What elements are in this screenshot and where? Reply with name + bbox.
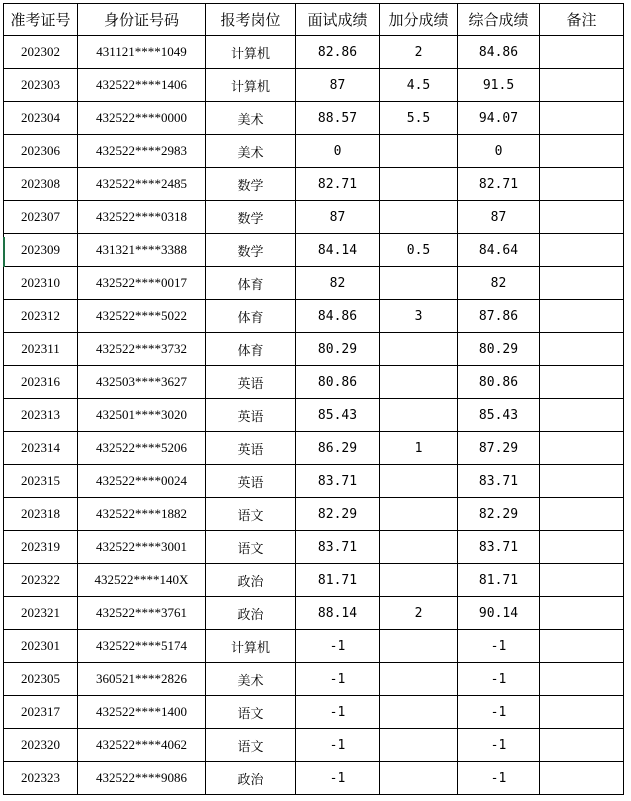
note-cell[interactable] — [540, 498, 624, 531]
id-card-cell[interactable]: 432522****4062 — [78, 729, 206, 762]
bonus-score-cell[interactable] — [380, 729, 458, 762]
table-row — [4, 333, 624, 366]
note-cell[interactable] — [540, 762, 624, 795]
total-score-cell[interactable]: 90.14 — [458, 597, 540, 630]
post-cell[interactable]: 语文 — [206, 729, 296, 762]
interview-score-cell[interactable]: -1 — [296, 663, 380, 696]
exam-id-cell[interactable]: 202301 — [4, 630, 78, 663]
bonus-score-cell[interactable] — [380, 696, 458, 729]
interview-score-cell[interactable]: -1 — [296, 762, 380, 795]
table-row — [4, 201, 624, 234]
bonus-score-cell[interactable] — [380, 564, 458, 597]
interview-score-cell[interactable]: 83.71 — [296, 465, 380, 498]
bonus-score-cell[interactable] — [380, 399, 458, 432]
table-row — [4, 762, 624, 795]
interview-score-cell[interactable]: 84.86 — [296, 300, 380, 333]
bonus-score-cell[interactable] — [380, 201, 458, 234]
id-card-cell[interactable]: 432503****3627 — [78, 366, 206, 399]
post-cell[interactable]: 计算机 — [206, 36, 296, 69]
note-cell[interactable] — [540, 696, 624, 729]
id-card-cell[interactable]: 432522****0024 — [78, 465, 206, 498]
bonus-score-cell[interactable]: 2 — [380, 597, 458, 630]
total-score-cell[interactable]: 82.71 — [458, 168, 540, 201]
header-row — [4, 4, 624, 36]
id-card-cell[interactable]: 360521****2826 — [78, 663, 206, 696]
id-card-cell[interactable]: 432522****2983 — [78, 135, 206, 168]
post-cell[interactable]: 数学 — [206, 234, 296, 267]
interview-score-cell[interactable]: 0 — [296, 135, 380, 168]
id-card-cell[interactable]: 431321****3388 — [78, 234, 206, 267]
bottom-strip — [0, 795, 631, 801]
id-card-cell[interactable]: 432501****3020 — [78, 399, 206, 432]
id-card-cell[interactable]: 431121****1049 — [78, 36, 206, 69]
interview-score-cell[interactable]: -1 — [296, 630, 380, 663]
bonus-score-cell[interactable] — [380, 465, 458, 498]
exam-id-cell[interactable]: 202319 — [4, 531, 78, 564]
note-cell[interactable] — [540, 630, 624, 663]
table-row — [4, 597, 624, 630]
total-score-cell[interactable]: -1 — [458, 663, 540, 696]
exam-id-cell[interactable]: 202315 — [4, 465, 78, 498]
table-row — [4, 696, 624, 729]
post-cell[interactable]: 体育 — [206, 300, 296, 333]
id-card-cell[interactable]: 432522****3761 — [78, 597, 206, 630]
post-cell[interactable]: 英语 — [206, 366, 296, 399]
post-cell[interactable]: 语文 — [206, 531, 296, 564]
exam-id-cell[interactable]: 202308 — [4, 168, 78, 201]
post-cell[interactable]: 数学 — [206, 168, 296, 201]
active-cell-marker — [3, 237, 5, 267]
note-cell[interactable] — [540, 366, 624, 399]
id-card-cell[interactable]: 432522****140X — [78, 564, 206, 597]
interview-score-cell[interactable]: 87 — [296, 69, 380, 102]
bonus-score-cell[interactable] — [380, 267, 458, 300]
post-cell[interactable]: 语文 — [206, 498, 296, 531]
table-row — [4, 498, 624, 531]
note-cell[interactable] — [540, 399, 624, 432]
interview-score-cell[interactable]: 80.86 — [296, 366, 380, 399]
note-cell[interactable] — [540, 102, 624, 135]
total-score-cell[interactable]: -1 — [458, 696, 540, 729]
table-row — [4, 69, 624, 102]
interview-score-cell[interactable]: 80.29 — [296, 333, 380, 366]
interview-score-cell[interactable]: 86.29 — [296, 432, 380, 465]
total-score-cell[interactable]: 84.64 — [458, 234, 540, 267]
note-cell[interactable] — [540, 432, 624, 465]
note-cell[interactable] — [540, 135, 624, 168]
total-score-cell[interactable]: 83.71 — [458, 465, 540, 498]
bonus-score-cell[interactable] — [380, 135, 458, 168]
post-cell[interactable]: 计算机 — [206, 630, 296, 663]
table-row — [4, 102, 624, 135]
exam-id-cell[interactable]: 202313 — [4, 399, 78, 432]
post-cell[interactable]: 体育 — [206, 333, 296, 366]
table-row — [4, 234, 624, 267]
post-cell[interactable]: 体育 — [206, 267, 296, 300]
total-score-cell[interactable]: 94.07 — [458, 102, 540, 135]
table-row — [4, 366, 624, 399]
total-score-cell[interactable]: -1 — [458, 729, 540, 762]
total-score-cell[interactable]: 82 — [458, 267, 540, 300]
total-score-cell[interactable]: 83.71 — [458, 531, 540, 564]
note-cell[interactable] — [540, 201, 624, 234]
note-cell[interactable] — [540, 234, 624, 267]
post-cell[interactable]: 政治 — [206, 597, 296, 630]
note-cell[interactable] — [540, 597, 624, 630]
total-score-cell[interactable]: 87 — [458, 201, 540, 234]
id-card-cell[interactable]: 432522****1406 — [78, 69, 206, 102]
note-cell[interactable] — [540, 564, 624, 597]
post-cell[interactable]: 数学 — [206, 201, 296, 234]
exam-id-cell[interactable]: 202307 — [4, 201, 78, 234]
id-card-cell[interactable]: 432522****3732 — [78, 333, 206, 366]
post-cell[interactable]: 美术 — [206, 135, 296, 168]
exam-id-cell[interactable]: 202322 — [4, 564, 78, 597]
post-cell[interactable]: 英语 — [206, 465, 296, 498]
bonus-score-cell[interactable]: 3 — [380, 300, 458, 333]
note-cell[interactable] — [540, 729, 624, 762]
exam-id-cell[interactable]: 202303 — [4, 69, 78, 102]
bonus-score-cell[interactable] — [380, 498, 458, 531]
total-score-cell[interactable]: 87.86 — [458, 300, 540, 333]
bonus-score-cell[interactable] — [380, 366, 458, 399]
post-cell[interactable]: 英语 — [206, 399, 296, 432]
total-score-cell[interactable]: 91.5 — [458, 69, 540, 102]
id-card-cell[interactable]: 432522****9086 — [78, 762, 206, 795]
exam-id-cell[interactable]: 202323 — [4, 762, 78, 795]
total-score-cell[interactable]: 87.29 — [458, 432, 540, 465]
id-card-cell[interactable]: 432522****3001 — [78, 531, 206, 564]
post-cell[interactable]: 美术 — [206, 102, 296, 135]
total-score-cell[interactable]: 82.29 — [458, 498, 540, 531]
header-cell-interview[interactable]: 面试成绩 — [296, 4, 380, 36]
header-cell-post[interactable]: 报考岗位 — [206, 4, 296, 36]
table-row — [4, 432, 624, 465]
bonus-score-cell[interactable]: 4.5 — [380, 69, 458, 102]
interview-score-cell[interactable]: 82.71 — [296, 168, 380, 201]
interview-score-cell[interactable]: 87 — [296, 201, 380, 234]
note-cell[interactable] — [540, 531, 624, 564]
post-cell[interactable]: 计算机 — [206, 69, 296, 102]
table-row — [4, 663, 624, 696]
total-score-cell[interactable]: -1 — [458, 762, 540, 795]
note-cell[interactable] — [540, 168, 624, 201]
table-row — [4, 399, 624, 432]
table-row — [4, 729, 624, 762]
id-card-cell[interactable]: 432522****5206 — [78, 432, 206, 465]
bonus-score-cell[interactable]: 0.5 — [380, 234, 458, 267]
exam-id-cell[interactable]: 202318 — [4, 498, 78, 531]
exam-id-cell[interactable]: 202320 — [4, 729, 78, 762]
note-cell[interactable] — [540, 36, 624, 69]
post-cell[interactable]: 政治 — [206, 564, 296, 597]
table-row — [4, 300, 624, 333]
total-score-cell[interactable]: -1 — [458, 630, 540, 663]
id-card-cell[interactable]: 432522****5022 — [78, 300, 206, 333]
table-body — [4, 36, 624, 795]
header-cell-id-card[interactable]: 身份证号码 — [78, 4, 206, 36]
table-row — [4, 135, 624, 168]
interview-score-cell[interactable]: 81.71 — [296, 564, 380, 597]
exam-id-cell[interactable]: 202316 — [4, 366, 78, 399]
total-score-cell[interactable]: 80.29 — [458, 333, 540, 366]
exam-id-cell[interactable]: 202302 — [4, 36, 78, 69]
bonus-score-cell[interactable] — [380, 663, 458, 696]
header-cell-exam-id[interactable]: 准考证号 — [4, 4, 78, 36]
interview-score-cell[interactable]: 82.86 — [296, 36, 380, 69]
total-score-cell[interactable]: 81.71 — [458, 564, 540, 597]
note-cell[interactable] — [540, 300, 624, 333]
note-cell[interactable] — [540, 663, 624, 696]
exam-id-cell[interactable]: 202312 — [4, 300, 78, 333]
header-cell-total[interactable]: 综合成绩 — [458, 4, 540, 36]
table-row — [4, 168, 624, 201]
post-cell[interactable]: 美术 — [206, 663, 296, 696]
interview-score-cell[interactable]: 82 — [296, 267, 380, 300]
note-cell[interactable] — [540, 465, 624, 498]
bonus-score-cell[interactable] — [380, 168, 458, 201]
interview-score-cell[interactable]: 83.71 — [296, 531, 380, 564]
interview-score-cell[interactable]: 82.29 — [296, 498, 380, 531]
id-card-cell[interactable]: 432522****0017 — [78, 267, 206, 300]
exam-id-cell[interactable]: 202321 — [4, 597, 78, 630]
note-cell[interactable] — [540, 69, 624, 102]
note-cell[interactable] — [540, 267, 624, 300]
bonus-score-cell[interactable]: 5.5 — [380, 102, 458, 135]
exam-id-cell[interactable]: 202314 — [4, 432, 78, 465]
header-cell-bonus[interactable]: 加分成绩 — [380, 4, 458, 36]
interview-score-cell[interactable]: 88.14 — [296, 597, 380, 630]
interview-score-cell[interactable]: 84.14 — [296, 234, 380, 267]
interview-score-cell[interactable]: 85.43 — [296, 399, 380, 432]
table-row — [4, 564, 624, 597]
interview-score-cell[interactable]: -1 — [296, 696, 380, 729]
table-row — [4, 630, 624, 663]
post-cell[interactable]: 语文 — [206, 696, 296, 729]
bonus-score-cell[interactable]: 2 — [380, 36, 458, 69]
bonus-score-cell[interactable] — [380, 762, 458, 795]
exam-id-cell[interactable]: 202305 — [4, 663, 78, 696]
id-card-cell[interactable]: 432522****1400 — [78, 696, 206, 729]
total-score-cell[interactable]: 84.86 — [458, 36, 540, 69]
id-card-cell[interactable]: 432522****5174 — [78, 630, 206, 663]
bonus-score-cell[interactable]: 1 — [380, 432, 458, 465]
post-cell[interactable]: 英语 — [206, 432, 296, 465]
exam-id-cell[interactable]: 202311 — [4, 333, 78, 366]
total-score-cell[interactable]: 85.43 — [458, 399, 540, 432]
bonus-score-cell[interactable] — [380, 531, 458, 564]
note-cell[interactable] — [540, 333, 624, 366]
total-score-cell[interactable]: 0 — [458, 135, 540, 168]
bonus-score-cell[interactable] — [380, 333, 458, 366]
id-card-cell[interactable]: 432522****0000 — [78, 102, 206, 135]
id-card-cell[interactable]: 432522****2485 — [78, 168, 206, 201]
total-score-cell[interactable]: 80.86 — [458, 366, 540, 399]
interview-score-cell[interactable]: -1 — [296, 729, 380, 762]
exam-id-cell[interactable]: 202306 — [4, 135, 78, 168]
interview-score-cell[interactable]: 88.57 — [296, 102, 380, 135]
score-table — [3, 3, 624, 795]
id-card-cell[interactable]: 432522****1882 — [78, 498, 206, 531]
bonus-score-cell[interactable] — [380, 630, 458, 663]
exam-id-cell[interactable]: 202310 — [4, 267, 78, 300]
table-row — [4, 36, 624, 69]
exam-id-cell[interactable]: 202317 — [4, 696, 78, 729]
id-card-cell[interactable]: 432522****0318 — [78, 201, 206, 234]
exam-id-cell[interactable]: 202309 — [4, 234, 78, 267]
table-row — [4, 465, 624, 498]
table-row — [4, 531, 624, 564]
table-row — [4, 267, 624, 300]
header-cell-note[interactable]: 备注 — [540, 4, 624, 36]
exam-id-cell[interactable]: 202304 — [4, 102, 78, 135]
post-cell[interactable]: 政治 — [206, 762, 296, 795]
